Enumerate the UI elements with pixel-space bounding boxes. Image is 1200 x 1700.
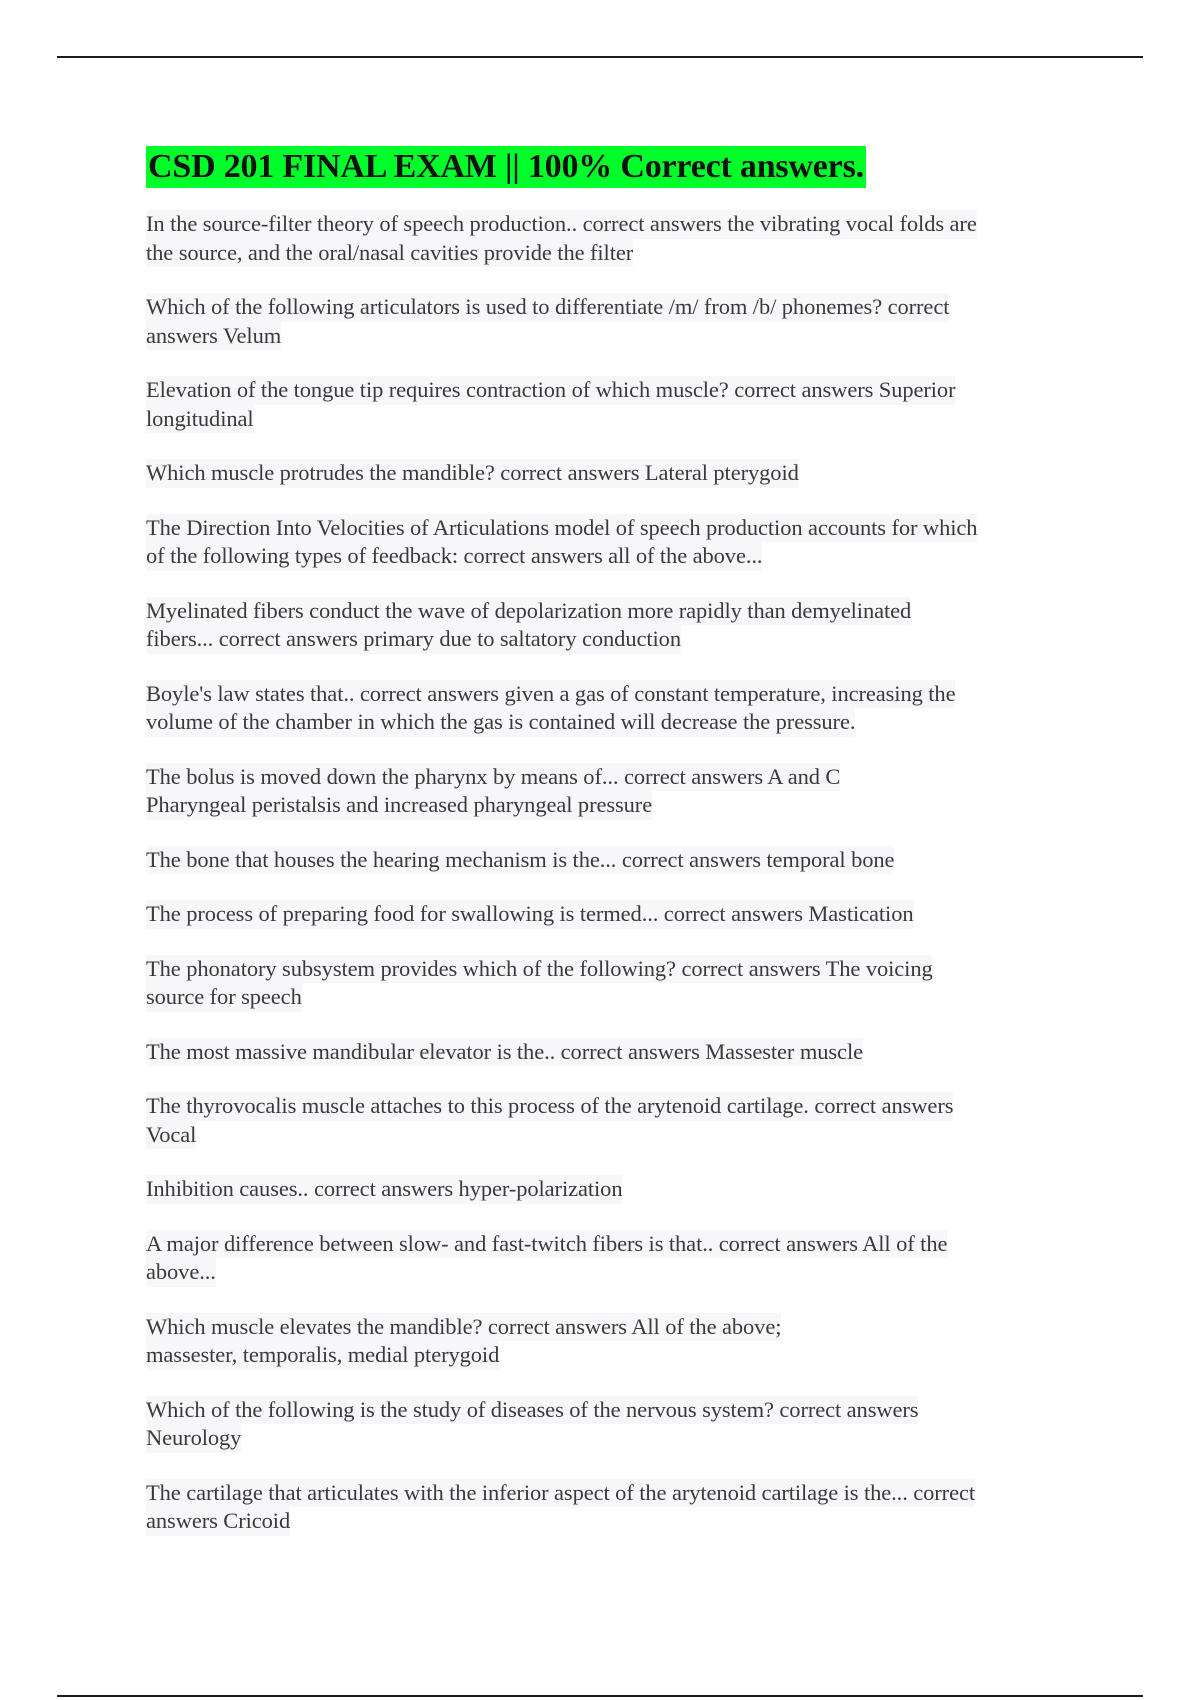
qa-item xyxy=(146,459,1066,488)
qa-text-line: The Direction Into Velocities of Articulations model of speech production accounts for which xyxy=(146,514,977,543)
qa-text-line: the source, and the oral/nasal cavities provide the filter xyxy=(146,239,633,268)
qa-text-line: answers Cricoid xyxy=(146,1507,290,1536)
qa-text-line: Inhibition causes.. correct answers hyper-polarization xyxy=(146,1175,622,1204)
qa-item xyxy=(146,514,1066,571)
qa-item xyxy=(146,955,1066,1012)
qa-text-line: The thyrovocalis muscle attaches to this process of the arytenoid cartilage. correct answers xyxy=(146,1092,953,1121)
qa-text-line: of the following types of feedback: correct answers all of the above... xyxy=(146,542,762,571)
qa-text-line: volume of the chamber in which the gas is contained will decrease the pressure. xyxy=(146,708,855,737)
qa-item xyxy=(146,680,1066,737)
qa-text-line: longitudinal xyxy=(146,405,254,434)
qa-item xyxy=(146,1175,1066,1204)
qa-item xyxy=(146,293,1066,350)
bottom-rule xyxy=(57,1695,1143,1697)
document-title: CSD 201 FINAL EXAM || 100% Correct answers. xyxy=(146,146,866,188)
qa-text-line: Which of the following articulators is used to differentiate /m/ from /b/ phonemes? correct xyxy=(146,293,949,322)
qa-text-line: Elevation of the tongue tip requires contraction of which muscle? correct answers Superior xyxy=(146,376,955,405)
page-content xyxy=(146,146,1066,1562)
qa-item xyxy=(146,1396,1066,1453)
qa-item xyxy=(146,210,1066,267)
qa-item xyxy=(146,1313,1066,1370)
qa-item xyxy=(146,763,1066,820)
qa-item xyxy=(146,376,1066,433)
qa-text-line: Vocal xyxy=(146,1121,196,1150)
qa-item xyxy=(146,1092,1066,1149)
qa-text-line: Which of the following is the study of diseases of the nervous system? correct answers xyxy=(146,1396,918,1425)
qa-text-line: Pharyngeal peristalsis and increased pharyngeal pressure xyxy=(146,791,652,820)
qa-text-line: Neurology xyxy=(146,1424,241,1453)
qa-text-line: The bolus is moved down the pharynx by means of... correct answers A and C xyxy=(146,763,840,792)
qa-item xyxy=(146,1038,1066,1067)
qa-text-line: answers Velum xyxy=(146,322,281,351)
qa-text-line: The process of preparing food for swallowing is termed... correct answers Mastication xyxy=(146,900,914,929)
qa-text-line: The cartilage that articulates with the inferior aspect of the arytenoid cartilage is the... correct xyxy=(146,1479,975,1508)
top-rule xyxy=(57,56,1143,58)
qa-text-line: Boyle's law states that.. correct answers given a gas of constant temperature, increasing the xyxy=(146,680,955,709)
qa-item xyxy=(146,900,1066,929)
qa-text-line: massester, temporalis, medial pterygoid xyxy=(146,1341,499,1370)
qa-text-line: In the source-filter theory of speech production.. correct answers the vibrating vocal folds are xyxy=(146,210,977,239)
qa-item xyxy=(146,1479,1066,1536)
qa-item xyxy=(146,597,1066,654)
qa-text-line: The bone that houses the hearing mechanism is the... correct answers temporal bone xyxy=(146,846,894,875)
qa-list xyxy=(146,210,1066,1536)
qa-text-line: Which muscle protrudes the mandible? correct answers Lateral pterygoid xyxy=(146,459,799,488)
qa-text-line: The phonatory subsystem provides which of the following? correct answers The voicing xyxy=(146,955,933,984)
qa-text-line: The most massive mandibular elevator is the.. correct answers Massester muscle xyxy=(146,1038,863,1067)
qa-text-line: source for speech xyxy=(146,983,302,1012)
qa-text-line: Which muscle elevates the mandible? correct answers All of the above; xyxy=(146,1313,781,1342)
qa-item xyxy=(146,846,1066,875)
qa-text-line: Myelinated fibers conduct the wave of depolarization more rapidly than demyelinated xyxy=(146,597,911,626)
qa-text-line: A major difference between slow- and fast-twitch fibers is that.. correct answers All of the xyxy=(146,1230,947,1259)
qa-text-line: fibers... correct answers primary due to saltatory conduction xyxy=(146,625,681,654)
qa-text-line: above... xyxy=(146,1258,216,1287)
qa-item xyxy=(146,1230,1066,1287)
